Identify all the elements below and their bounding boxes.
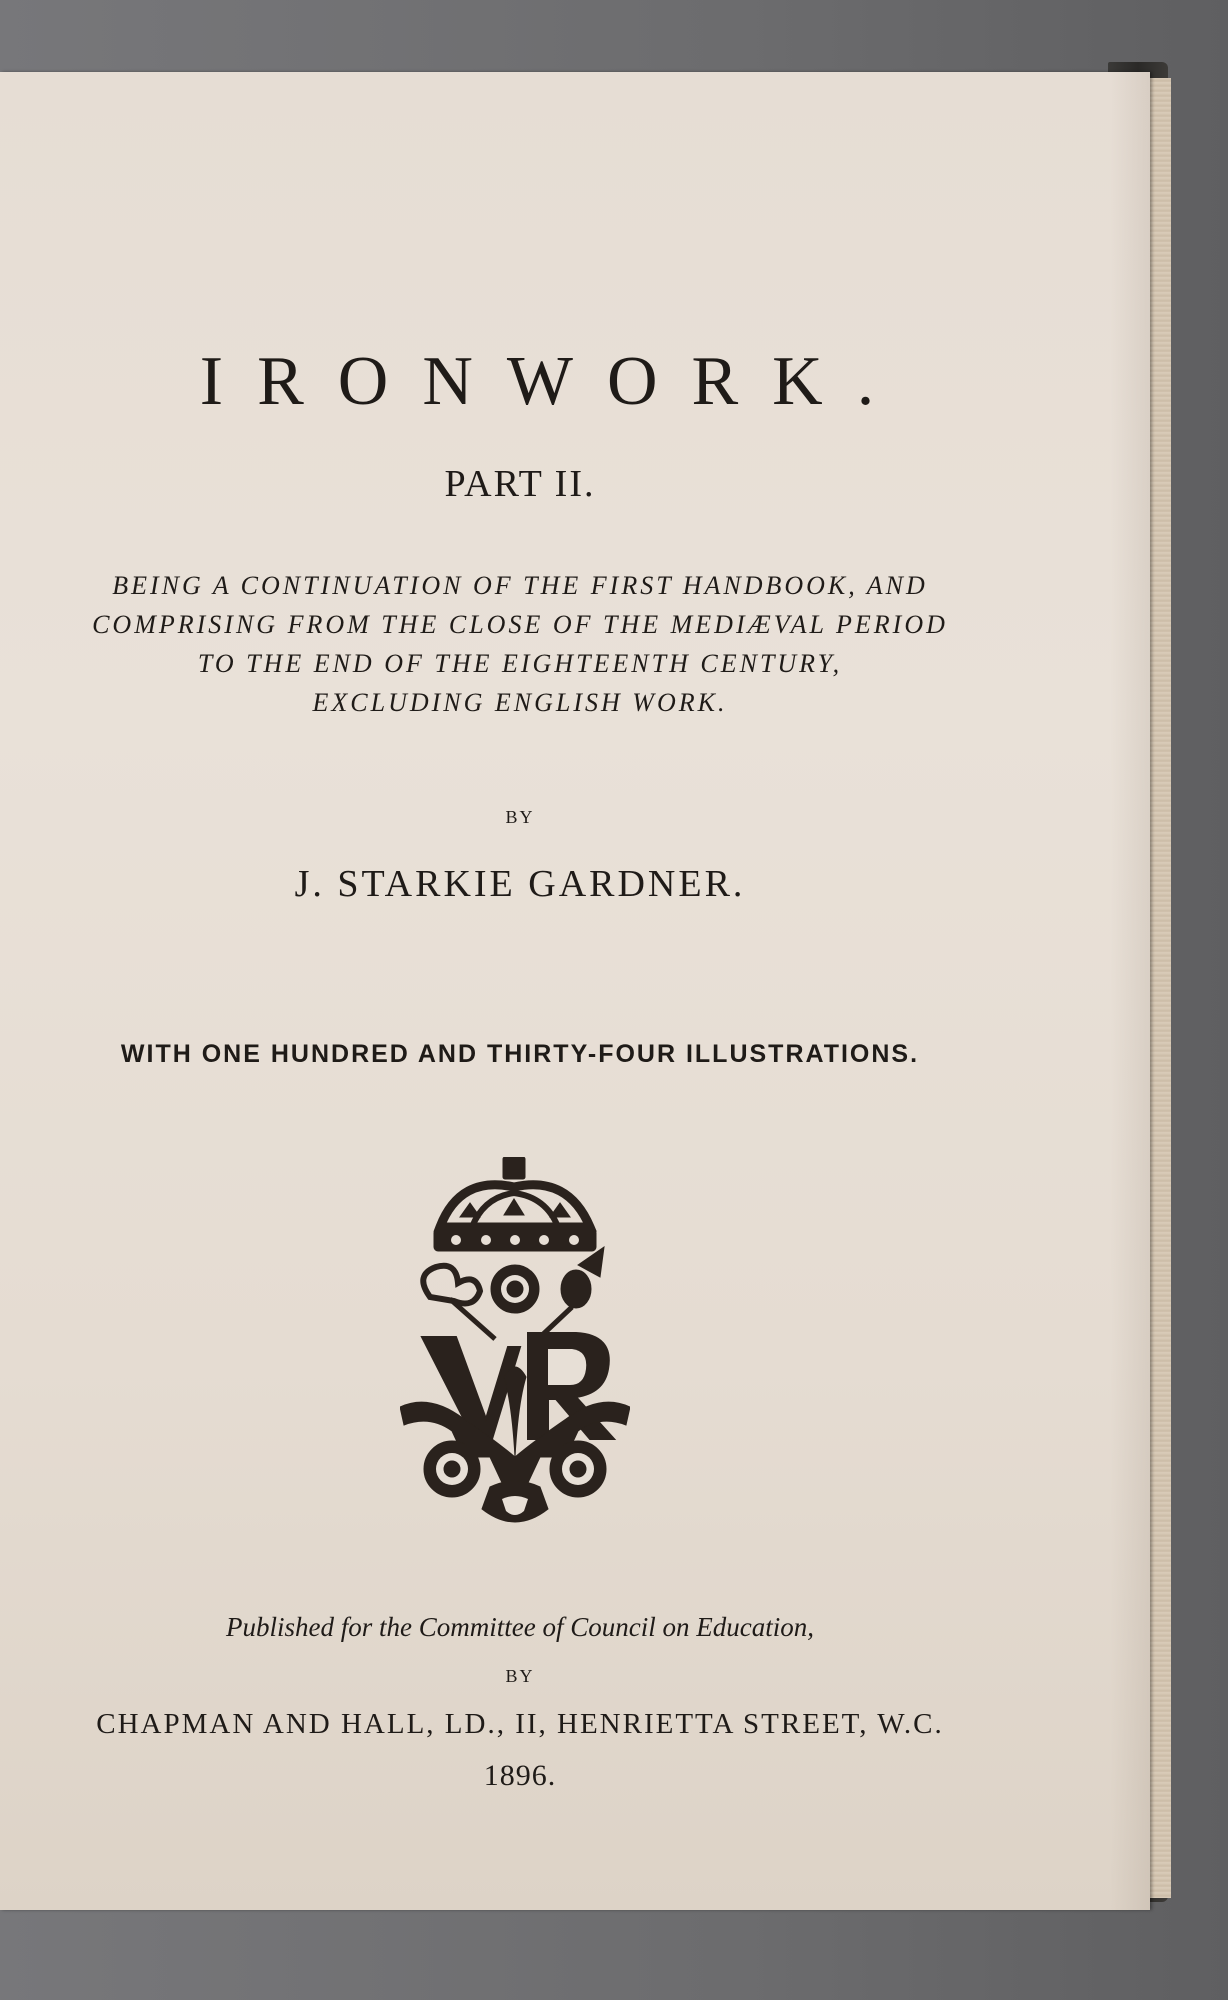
- author-name: J. STARKIE GARDNER.: [294, 863, 746, 905]
- subtitle-line: TO THE END OF THE EIGHTEENTH CENTURY,: [197, 649, 843, 678]
- title-page: [0, 72, 1150, 1910]
- part-number: PART II.: [444, 463, 596, 505]
- book-title: IRONWORK.: [199, 343, 909, 420]
- published-for-line: Published for the Committee of Council on Education,: [226, 1612, 814, 1642]
- publisher-imprint: CHAPMAN AND HALL, LD., II, HENRIETTA STREET, W.C.: [96, 1708, 944, 1740]
- page-stack-edge: [1148, 78, 1171, 1898]
- publication-year: 1896.: [483, 1759, 557, 1792]
- by-label: BY: [505, 807, 535, 827]
- subtitle-line: COMPRISING FROM THE CLOSE OF THE MEDIÆVAL PERIOD: [92, 610, 948, 639]
- illustrations-note: WITH ONE HUNDRED AND THIRTY-FOUR ILLUSTRATIONS.: [120, 1040, 920, 1068]
- royal-crown-vr-cypher-icon: [400, 1157, 630, 1532]
- by-label: BY: [505, 1666, 535, 1686]
- subtitle-line: EXCLUDING ENGLISH WORK.: [312, 688, 728, 717]
- subtitle-line: BEING A CONTINUATION OF THE FIRST HANDBOOK, AND: [112, 571, 928, 600]
